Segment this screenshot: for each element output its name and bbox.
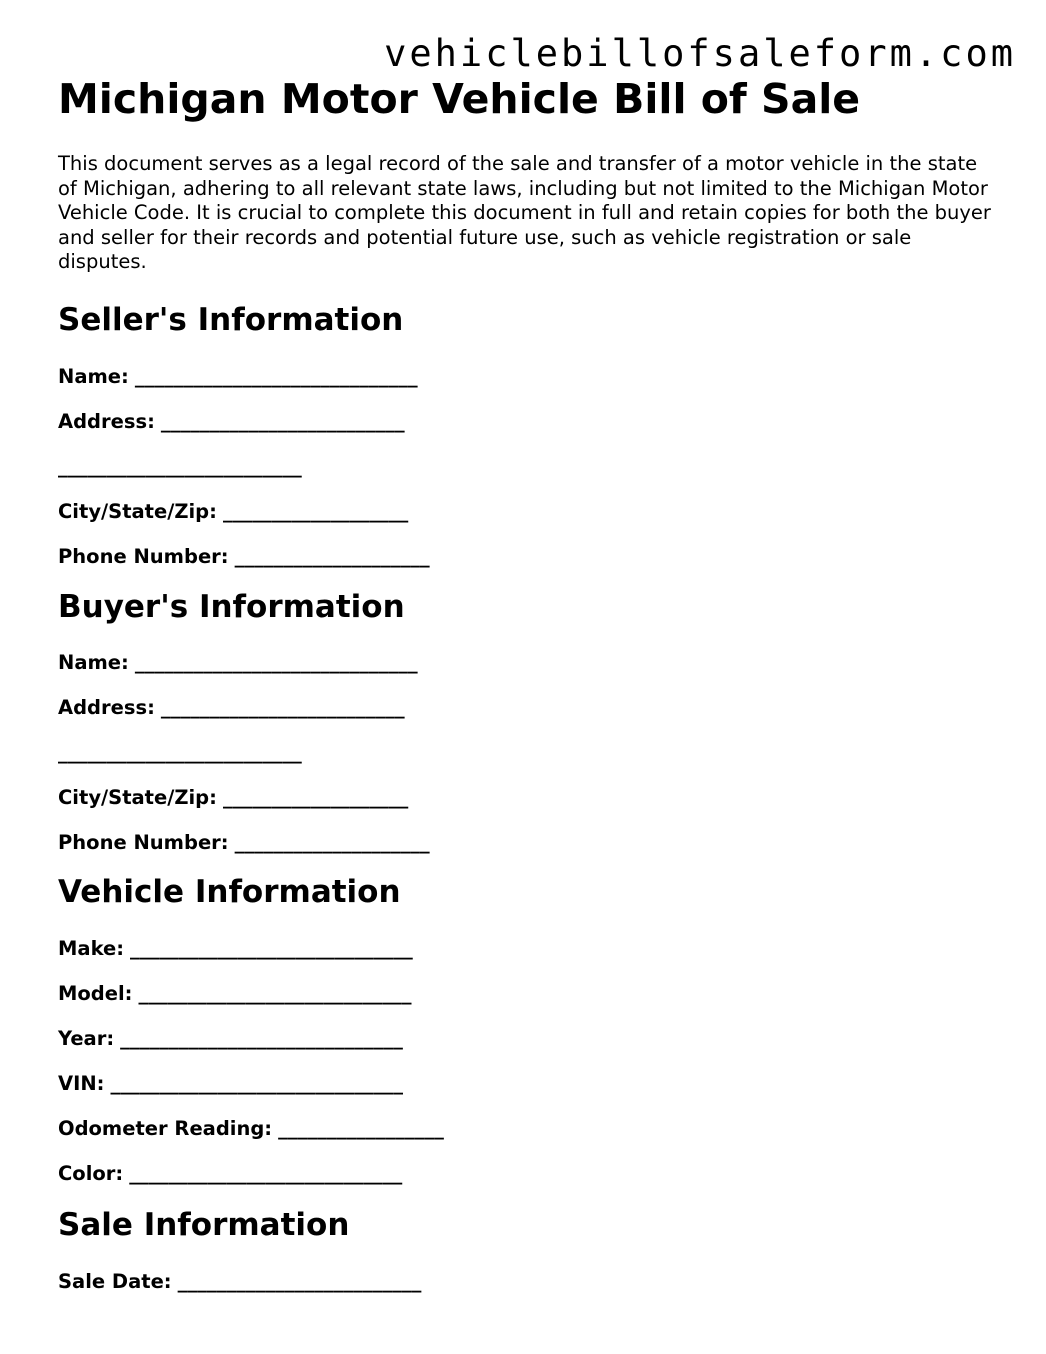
vehicle-vin-field[interactable] <box>58 1072 998 1096</box>
seller-name-field[interactable] <box>58 365 998 389</box>
buyer-address-label: Address: <box>58 695 155 719</box>
vehicle-vin-blank[interactable]: ______________________________ <box>110 1071 403 1095</box>
seller-name-blank[interactable]: _____________________________ <box>134 364 418 388</box>
seller-address-label: Address: <box>58 409 155 433</box>
sale-date-label: Sale Date: <box>58 1269 172 1293</box>
buyer-city-label: City/State/Zip: <box>58 785 217 809</box>
vehicle-make-field[interactable] <box>58 937 998 961</box>
seller-address-line2-field[interactable] <box>58 455 998 479</box>
buyer-name-label: Name: <box>58 650 129 674</box>
vehicle-color-field[interactable] <box>58 1162 998 1186</box>
seller-city-label: City/State/Zip: <box>58 499 217 523</box>
vehicle-year-blank[interactable]: _____________________________ <box>120 1026 403 1050</box>
buyer-address-line2-field[interactable] <box>58 741 998 765</box>
vehicle-year-field[interactable] <box>58 1027 998 1051</box>
buyer-city-blank[interactable]: ___________________ <box>222 785 409 809</box>
sale-section-heading: Sale Information <box>58 1206 350 1243</box>
seller-phone-field[interactable] <box>58 545 998 569</box>
seller-section-heading: Seller's Information <box>58 301 404 338</box>
seller-city-field[interactable] <box>58 500 998 524</box>
sale-date-field[interactable] <box>58 1270 998 1294</box>
vehicle-odometer-field[interactable] <box>58 1117 998 1141</box>
buyer-address-blank[interactable]: _________________________ <box>160 695 405 719</box>
vehicle-vin-label: VIN: <box>58 1071 105 1095</box>
vehicle-model-blank[interactable]: ____________________________ <box>138 981 412 1005</box>
watermark-site-name: vehiclebillofsaleform.com <box>384 32 1016 75</box>
vehicle-section-heading: Vehicle Information <box>58 873 401 910</box>
vehicle-make-blank[interactable]: _____________________________ <box>130 936 413 960</box>
buyer-phone-blank[interactable]: ____________________ <box>234 830 430 854</box>
intro-paragraph: This document serves as a legal record of the sale and transfer of a motor vehicle in the state of Michigan, adhering to all relevant state laws, including but not limited to the Michigan Motor Vehicle Code. It is crucial to complete this document in full and retain copies for both the buyer and seller for their records and potential future use, such as vehicle registration or sale disputes. <box>58 152 991 273</box>
seller-phone-blank[interactable]: ____________________ <box>234 544 430 568</box>
seller-city-blank[interactable]: ___________________ <box>222 499 409 523</box>
seller-name-label: Name: <box>58 364 129 388</box>
buyer-city-field[interactable] <box>58 786 998 810</box>
buyer-address-field[interactable] <box>58 696 998 720</box>
vehicle-model-label: Model: <box>58 981 133 1005</box>
buyer-phone-field[interactable] <box>58 831 998 855</box>
seller-address-field[interactable] <box>58 410 998 434</box>
buyer-name-field[interactable] <box>58 651 998 675</box>
vehicle-make-label: Make: <box>58 936 125 960</box>
vehicle-model-field[interactable] <box>58 982 998 1006</box>
seller-address-blank[interactable]: _________________________ <box>160 409 405 433</box>
vehicle-odometer-label: Odometer Reading: <box>58 1116 273 1140</box>
seller-phone-label: Phone Number: <box>58 544 229 568</box>
document-title: Michigan Motor Vehicle Bill of Sale <box>58 75 861 123</box>
document-body <box>58 72 998 1294</box>
seller-address-line2-blank[interactable]: _________________________ <box>58 454 302 478</box>
buyer-address-line2-blank[interactable]: _________________________ <box>58 740 302 764</box>
vehicle-odometer-blank[interactable]: _________________ <box>278 1116 444 1140</box>
vehicle-color-blank[interactable]: ____________________________ <box>129 1161 403 1185</box>
buyer-name-blank[interactable]: _____________________________ <box>134 650 418 674</box>
sale-date-blank[interactable]: _________________________ <box>177 1269 422 1293</box>
buyer-section-heading: Buyer's Information <box>58 588 405 625</box>
buyer-phone-label: Phone Number: <box>58 830 229 854</box>
vehicle-color-label: Color: <box>58 1161 124 1185</box>
vehicle-year-label: Year: <box>58 1026 115 1050</box>
